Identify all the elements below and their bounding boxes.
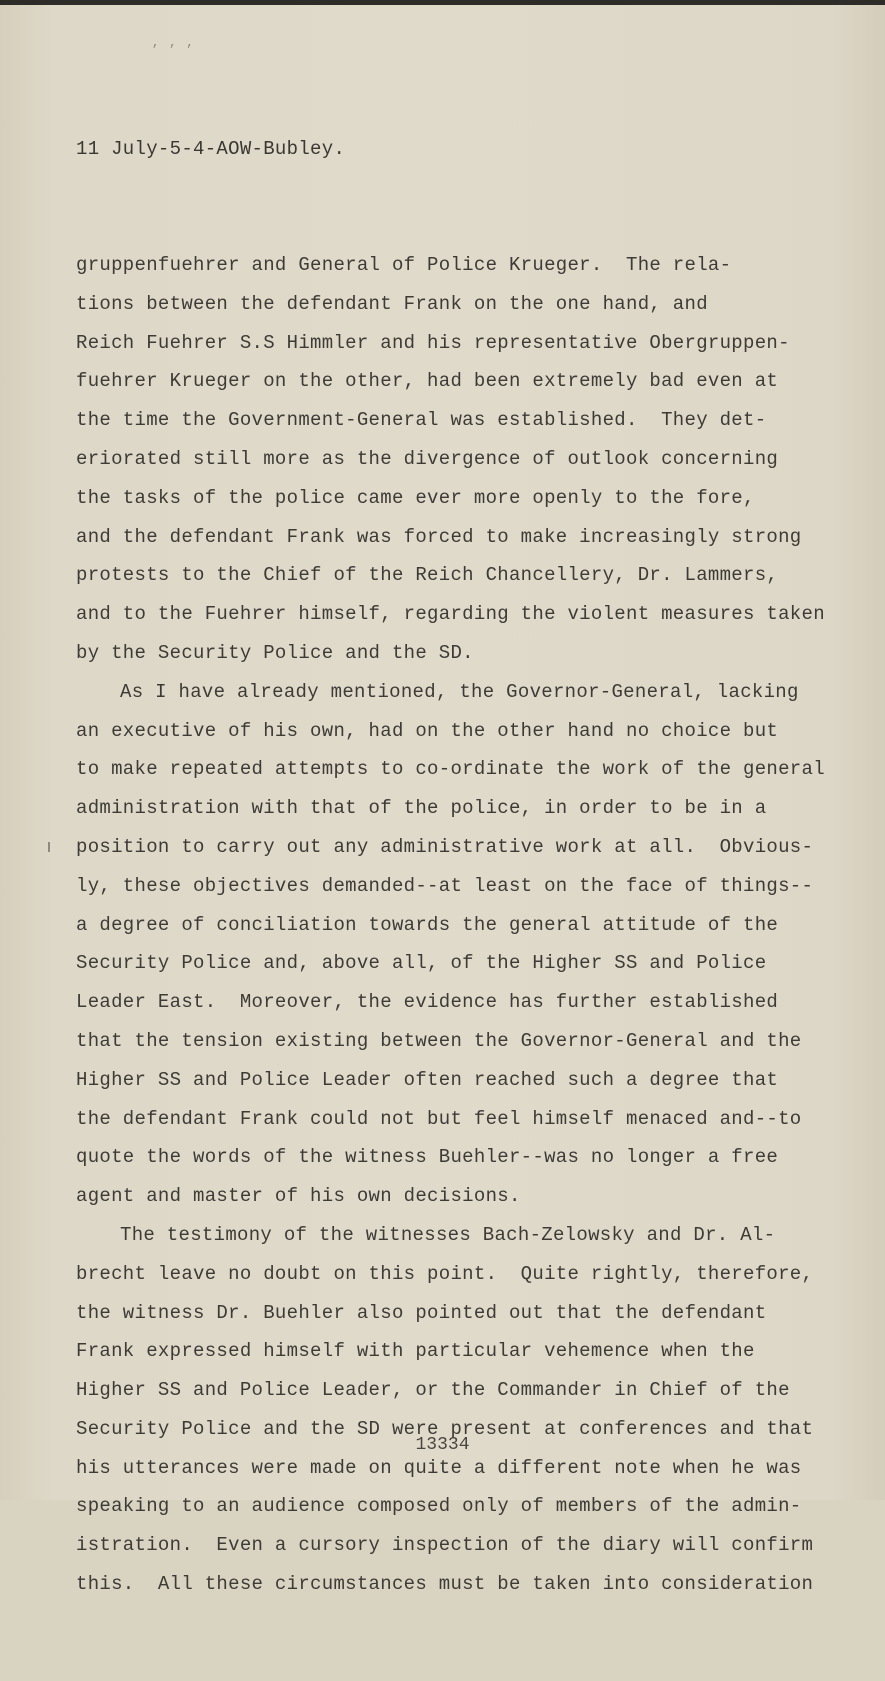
page-number: 13334	[415, 1435, 470, 1455]
paragraph	[76, 1216, 836, 1604]
text-line: that the tension existing between the Governor-General and the	[76, 1029, 802, 1052]
text-line: Higher SS and Police Leader often reached such a degree that	[76, 1068, 779, 1091]
text-line: Security Police and, above all, of the Higher SS and Police	[76, 952, 767, 975]
text-line: brecht leave no doubt on this point. Quite rightly, therefore,	[76, 1262, 814, 1285]
text-line: Higher SS and Police Leader, or the Commander in Chief of the	[76, 1379, 790, 1402]
text-line: and the defendant Frank was forced to make increasingly strong	[76, 525, 802, 548]
text-line: fuehrer Krueger on the other, had been extremely bad even at	[76, 370, 779, 393]
text-line: Security Police and the SD were present at conferences and that	[76, 1417, 814, 1440]
margin-ticks: ,,,	[152, 36, 204, 50]
text-line: by the Security Police and the SD.	[76, 641, 474, 664]
margin-mark	[48, 842, 50, 852]
text-line: the defendant Frank could not but feel himself menaced and--to	[76, 1107, 802, 1130]
page-header: 11 July-5-4-AOW-Bubley.	[76, 137, 346, 160]
text-line: agent and master of his own decisions.	[76, 1185, 521, 1208]
text-line: a degree of conciliation towards the general attitude of the	[76, 913, 779, 936]
text-line: eriorated still more as the divergence of outlook concerning	[76, 447, 779, 470]
text-line: the witness Dr. Buehler also pointed out that the defendant	[76, 1301, 767, 1324]
text-line: the time the Government-General was established. They det-	[76, 409, 767, 432]
text-line: the tasks of the police came ever more openly to the fore,	[76, 486, 755, 509]
text-line: administration with that of the police, in order to be in a	[76, 797, 767, 820]
text-line: Frank expressed himself with particular vehemence when the	[76, 1340, 755, 1363]
text-line: The testimony of the witnesses Bach-Zelowsky and Dr. Al-	[120, 1223, 776, 1246]
paragraph	[76, 246, 836, 673]
text-line: an executive of his own, had on the other hand no choice but	[76, 719, 779, 742]
text-line: speaking to an audience composed only of members of the admin-	[76, 1495, 802, 1518]
text-line: quote the words of the witness Buehler--was no longer a free	[76, 1146, 779, 1169]
text-line: to make repeated attempts to co-ordinate the work of the general	[76, 758, 825, 781]
text-line: ly, these objectives demanded--at least on the face of things--	[76, 874, 814, 897]
text-line: Leader East. Moreover, the evidence has further established	[76, 991, 779, 1014]
top-edge-border	[0, 0, 885, 5]
text-line: position to carry out any administrative work at all. Obvious-	[76, 835, 814, 858]
text-line: and to the Fuehrer himself, regarding the violent measures taken	[76, 603, 825, 626]
paragraph	[76, 673, 836, 1216]
text-line: tions between the defendant Frank on the one hand, and	[76, 292, 708, 315]
text-line: protests to the Chief of the Reich Chancellery, Dr. Lammers,	[76, 564, 779, 587]
text-line: istration. Even a cursory inspection of the diary will confirm	[76, 1534, 814, 1557]
text-line: As I have already mentioned, the Governor-General, lacking	[120, 680, 799, 703]
text-line: this. All these circumstances must be taken into consideration	[76, 1573, 814, 1596]
text-line: gruppenfuehrer and General of Police Krueger. The rela-	[76, 253, 732, 276]
text-line: Reich Fuehrer S.S Himmler and his representative Obergruppen-	[76, 331, 790, 354]
paragraphs-container	[76, 246, 836, 1604]
text-line: his utterances were made on quite a different note when he was	[76, 1456, 802, 1479]
